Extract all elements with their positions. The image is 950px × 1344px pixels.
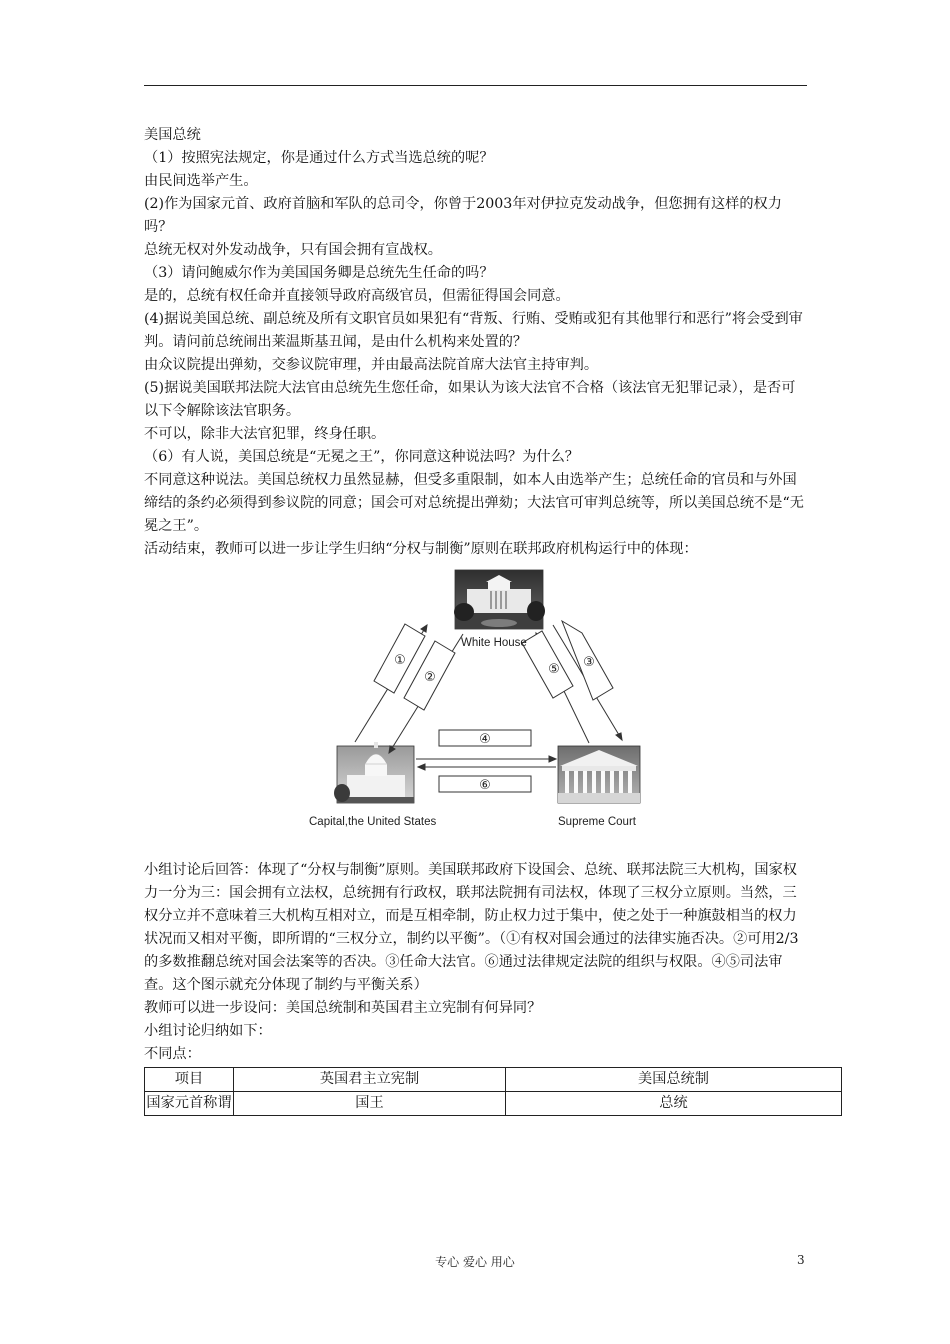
marker-4: ④ bbox=[479, 732, 491, 747]
paragraph: （6）有人说，美国总统是“无冕之王”，你同意这种说法吗？为什么？ bbox=[144, 449, 579, 465]
marker-1: ① bbox=[394, 653, 406, 668]
page-footer: 专心 爱心 用心 bbox=[435, 1255, 515, 1269]
paragraph: (4)据说美国总统、副总统及所有文职官员如果犯有“背叛、行贿、受贿或犯有其他罪行和恶行”将会受到审判。请问前总统闹出莱温斯基丑闻，是由什么机构来处置的？ bbox=[144, 311, 803, 350]
arrow-head bbox=[418, 764, 425, 770]
supreme-court-image bbox=[558, 746, 640, 803]
paragraph: 由众议院提出弹劾，交参议院审理，并由最高法院首席大法官主持审判。 bbox=[144, 357, 599, 373]
checks-and-balances-figure bbox=[144, 563, 808, 853]
paragraph: 不同点： bbox=[144, 1046, 201, 1062]
horizontal-arrows bbox=[416, 756, 556, 770]
paragraph: 不可以，除非大法官犯罪，终身任职。 bbox=[144, 426, 386, 442]
paragraph: 小组讨论归纳如下： bbox=[144, 1023, 272, 1039]
marker-3: ③ bbox=[583, 655, 595, 670]
arrow-head bbox=[616, 733, 622, 740]
arrow-head bbox=[421, 625, 427, 632]
marker-2: ② bbox=[424, 670, 436, 685]
comparison-table bbox=[144, 1067, 842, 1116]
figure-diagram bbox=[144, 563, 808, 853]
marker-5: ⑤ bbox=[548, 662, 560, 677]
capitol-label: Capital,the United States bbox=[309, 816, 437, 828]
paragraph: (2)作为国家元首、政府首脑和军队的总司令，你曾于2003年对伊拉克发动战争，但您拥有这样的权力吗？ bbox=[144, 196, 782, 235]
paragraph: 教师可以进一步设问：美国总统制和英国君主立宪制有何异同？ bbox=[144, 1000, 542, 1016]
document-body bbox=[144, 124, 808, 1116]
paragraph: 总统无权对外发动战争，只有国会拥有宣战权。 bbox=[144, 242, 442, 258]
arrow-head bbox=[549, 756, 556, 762]
page-number: 3 bbox=[797, 1253, 805, 1267]
supreme-court-label: Supreme Court bbox=[558, 816, 636, 828]
table-header-cell: 项目 bbox=[145, 1068, 234, 1092]
paragraph: (5)据说美国联邦法院大法官由总统先生您任命，如果认为该大法官不合格（该法官无犯罪记录），是否可以下令解除该法官职务。 bbox=[144, 380, 796, 419]
paragraph: （3）请问鲍威尔作为美国国务卿是总统先生任命的吗？ bbox=[144, 265, 494, 281]
table-cell: 国王 bbox=[234, 1092, 506, 1116]
marker-6: ⑥ bbox=[479, 778, 491, 793]
white-house-image bbox=[454, 570, 545, 629]
paragraph: 是的，总统有权任命并直接领导政府高级官员，但需征得国会同意。 bbox=[144, 288, 570, 304]
paragraph: 小组讨论后回答：体现了“分权与制衡”原则。美国联邦政府下设国会、总统、联邦法院三大机构，国家权力一分为三：国会拥有立法权，总统拥有行政权，联邦法院拥有司法权，体现了三权分立原则。当然，三权分立并不意味着三大机构互相对立，而是互相牵制，防止权力过于集中，使之处于一种旗鼓相当的权力状况而又相对平衡，即所谓的“三权分立，制约以平衡”。（①有权对国会通过的法律实施否决。②可用2/3的多数推翻总统对国会法案等的否决。③任命大法官。⑥通过法律规定法院的组织与权限。④⑤司法审查。这个图示就充分体现了制约与平衡关系） bbox=[144, 862, 799, 993]
paragraph: （1）按照宪法规定，你是通过什么方式当选总统的呢？ bbox=[144, 150, 494, 166]
table-header-cell: 美国总统制 bbox=[506, 1068, 842, 1092]
table-cell: 总统 bbox=[506, 1092, 842, 1116]
white-house-label: White House bbox=[461, 637, 527, 649]
capitol-image bbox=[334, 742, 414, 803]
paragraph: 由民间选举产生。 bbox=[144, 173, 258, 189]
table-row bbox=[145, 1092, 842, 1116]
header-rule bbox=[144, 85, 807, 86]
paragraph: 活动结束，教师可以进一步让学生归纳“分权与制衡”原则在联邦政府机构运行中的体现： bbox=[144, 541, 698, 557]
paragraph: 不同意这种说法。美国总统权力虽然显赫，但受多重限制，如本人由选举产生；总统任命的官员和与外国缔结的条约必须得到参议院的同意；国会可对总统提出弹劾；大法官可审判总统等，所以美国总统不是“无冕之王”。 bbox=[144, 472, 804, 534]
table-header-row bbox=[145, 1068, 842, 1092]
table-cell: 国家元首称谓 bbox=[145, 1092, 234, 1116]
section-heading: 美国总统 bbox=[144, 127, 201, 143]
table-header-cell: 英国君主立宪制 bbox=[234, 1068, 506, 1092]
